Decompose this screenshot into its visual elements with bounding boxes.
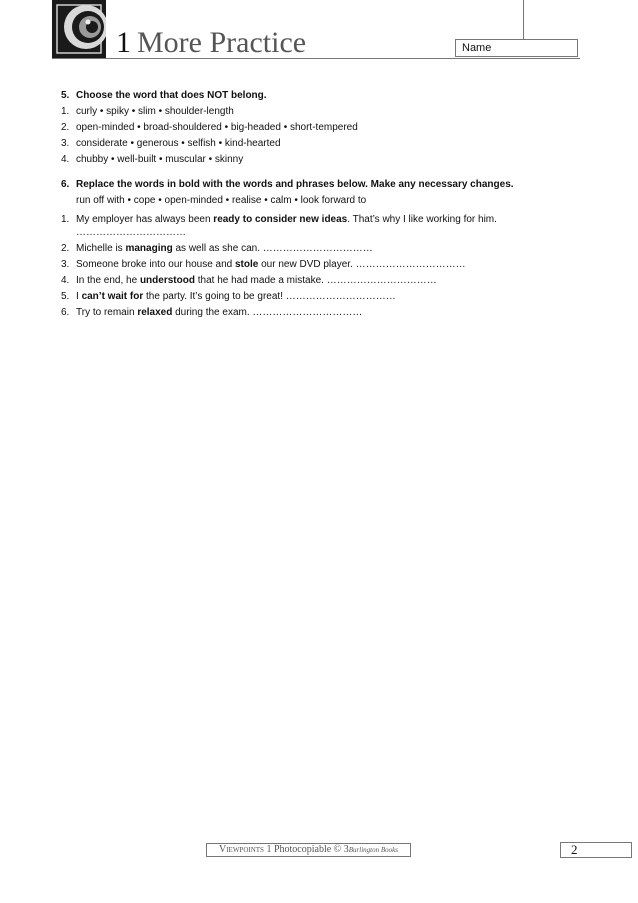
item-number: 6. <box>61 307 70 318</box>
section6-number: 6. <box>61 179 70 190</box>
item-text: as well as she can. …………………………… <box>172 243 373 254</box>
header-rule <box>52 58 580 59</box>
item-text: In the end, he <box>76 275 140 286</box>
bold-phrase: ready to consider new ideas <box>213 214 348 225</box>
answer-line[interactable]: …………………………… <box>76 227 186 238</box>
name-label: Name <box>462 42 492 54</box>
footer-credit <box>206 843 411 857</box>
series-name: Viewpoints <box>219 844 264 855</box>
item-text: the party. It’s going to be great! …………………………… <box>143 291 396 302</box>
section6-heading <box>61 179 514 190</box>
list-item <box>61 154 243 165</box>
word-bank: run off with • cope • open-minded • realise • calm • look forward to <box>76 195 367 206</box>
series-level: 1 <box>266 844 272 855</box>
copyright-mark: © 3 <box>333 844 349 855</box>
item-text: Michelle is <box>76 243 126 254</box>
list-item <box>61 106 234 117</box>
item-text: considerate • generous • selfish • kind-hearted <box>76 138 281 149</box>
list-item <box>61 307 362 318</box>
list-item <box>61 243 373 254</box>
item-number: 1. <box>61 214 70 225</box>
item-text: I <box>76 291 82 302</box>
item-text: that he had made a mistake. …………………………… <box>194 275 437 286</box>
item-text: open-minded • broad-shouldered • big-headed • short-tempered <box>76 122 358 133</box>
list-item <box>61 122 358 133</box>
item-text: Try to remain <box>76 307 138 318</box>
bold-phrase: relaxed <box>137 307 173 318</box>
bold-phrase: stole <box>235 259 259 270</box>
item-number: 5. <box>61 291 70 302</box>
bold-phrase: managing <box>125 243 173 254</box>
page-title <box>116 26 306 60</box>
item-number: 1. <box>61 106 70 117</box>
list-item <box>61 275 437 286</box>
item-text: chubby • well-built • muscular • skinny <box>76 154 244 165</box>
item-text: our new DVD player. …………………………… <box>258 259 466 270</box>
bold-phrase: can’t wait for <box>81 291 144 302</box>
section6-instruction: Replace the words in bold with the words and phrases below. Make any necessary changes. <box>76 179 514 190</box>
unit-logo <box>52 0 106 58</box>
list-item <box>61 259 466 270</box>
name-field[interactable] <box>455 39 578 57</box>
photocopiable-label: Photocopiable <box>273 844 332 855</box>
section5-instruction: Choose the word that does NOT belong. <box>76 90 267 101</box>
item-number: 4. <box>61 275 70 286</box>
publisher-name: Burlington Books <box>348 846 398 854</box>
header-vertical-rule <box>523 0 524 40</box>
item-text: . That’s why I like working for him. <box>347 214 497 225</box>
item-number: 3. <box>61 259 70 270</box>
list-item <box>61 291 396 302</box>
item-number: 4. <box>61 154 70 165</box>
item-number: 2. <box>61 122 70 133</box>
page-number: 2 <box>560 842 632 858</box>
item-text: curly • spiky • slim • shoulder-length <box>76 106 234 117</box>
section5-heading <box>61 90 267 101</box>
item-text: Someone broke into our house and <box>76 259 235 270</box>
camera-lens-icon <box>52 0 106 58</box>
item-number: 2. <box>61 243 70 254</box>
item-number: 3. <box>61 138 70 149</box>
item-text: during the exam. …………………………… <box>172 307 363 318</box>
item-text: My employer has always been <box>76 214 214 225</box>
list-item <box>61 214 497 225</box>
bold-phrase: understood <box>139 275 195 286</box>
unit-number: 1 <box>116 26 131 59</box>
list-item <box>61 138 281 149</box>
section5-number: 5. <box>61 90 70 101</box>
title-text: More Practice <box>137 26 307 59</box>
